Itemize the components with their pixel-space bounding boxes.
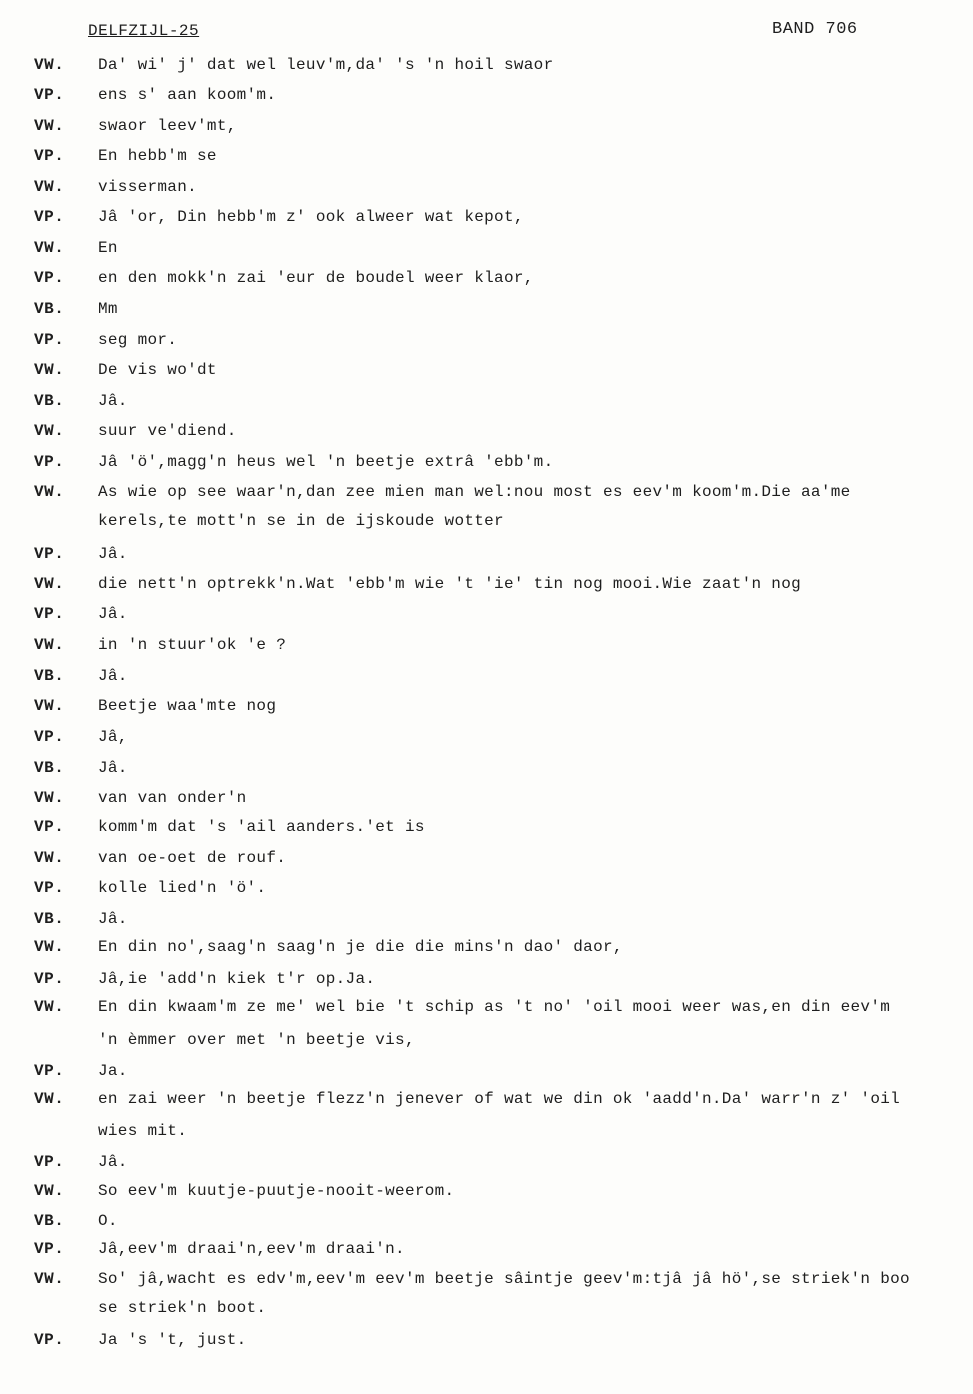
utterance-text: Jâ. <box>98 605 128 623</box>
utterance-text: Jâ,ie 'add'n kiek t'r op.Ja. <box>98 970 376 988</box>
speaker-code: VW. <box>34 849 65 867</box>
transcript-line <box>0 636 973 664</box>
transcript-line <box>0 239 973 267</box>
utterance-text: swaor leev'mt, <box>98 117 237 135</box>
utterance-text: komm'm dat 's 'ail aanders.'et is <box>98 818 425 836</box>
transcript-line <box>0 1270 973 1298</box>
utterance-text: van oe-oet de rouf. <box>98 849 287 867</box>
utterance-text: en den mokk'n zai 'eur de boudel weer klaor, <box>98 269 534 287</box>
utterance-text: wies mit. <box>98 1122 188 1140</box>
utterance-text: Jâ. <box>98 910 128 928</box>
speaker-code: VB. <box>34 667 65 685</box>
utterance-text: 'n èmmer over met 'n beetje vis, <box>98 1031 415 1049</box>
utterance-text: En <box>98 239 118 257</box>
transcript-line <box>0 361 973 389</box>
utterance-text: Jâ,eev'm draai'n,eev'm draai'n. <box>98 1240 405 1258</box>
speaker-code: VP. <box>34 147 65 165</box>
transcript-line <box>0 512 973 540</box>
speaker-code: VW. <box>34 1090 65 1108</box>
utterance-text: van van onder'n <box>98 789 247 807</box>
speaker-code: VP. <box>34 331 65 349</box>
transcript-line <box>0 117 973 145</box>
transcript-line <box>0 300 973 328</box>
transcript-line <box>0 879 973 907</box>
utterance-text: As wie op see waar'n,dan zee mien man wel:nou most es eev'm koom'm.Die aa'me <box>98 483 851 501</box>
transcript-line <box>0 331 973 359</box>
transcript-line <box>0 1331 973 1359</box>
utterance-text: En hebb'm se <box>98 147 217 165</box>
utterance-text: Ja. <box>98 1062 128 1080</box>
transcript-line <box>0 56 973 84</box>
tape-number: BAND 706 <box>772 20 858 39</box>
utterance-text: So' jâ,wacht es edv'm,eev'm eev'm beetje sâintje geev'm:tjâ jâ hö',se striek'n boo <box>98 1270 910 1288</box>
utterance-text: Jâ. <box>98 667 128 685</box>
transcript-line <box>0 849 973 877</box>
transcript-line <box>0 1031 973 1059</box>
utterance-text: in 'n stuur'ok 'e ? <box>98 636 287 654</box>
speaker-code: VW. <box>34 938 65 956</box>
transcript-line <box>0 1299 973 1327</box>
utterance-text: Jâ 'ö',magg'n heus wel 'n beetje extrâ 'ebb'm. <box>98 453 554 471</box>
speaker-code: VW. <box>34 483 65 501</box>
speaker-code: VP. <box>34 1062 65 1080</box>
speaker-code: VW. <box>34 178 65 196</box>
utterance-text: suur ve'diend. <box>98 422 237 440</box>
utterance-text: seg mor. <box>98 331 178 349</box>
utterance-text: Jâ. <box>98 392 128 410</box>
utterance-text: Ja 's 't, just. <box>98 1331 247 1349</box>
speaker-code: VW. <box>34 575 65 593</box>
transcript-line <box>0 147 973 175</box>
transcript-line <box>0 1090 973 1118</box>
transcript-line <box>0 1122 973 1150</box>
transcript-line <box>0 269 973 297</box>
utterance-text: die nett'n optrekk'n.Wat 'ebb'm wie 't 'ie' tin nog mooi.Wie zaat'n nog <box>98 575 802 593</box>
transcript-line <box>0 1240 973 1268</box>
transcript-line <box>0 178 973 206</box>
transcript-line <box>0 86 973 114</box>
utterance-text: So eev'm kuutje-puutje-nooit-weerom. <box>98 1182 455 1200</box>
speaker-code: VW. <box>34 239 65 257</box>
speaker-code: VB. <box>34 392 65 410</box>
speaker-code: VW. <box>34 422 65 440</box>
transcript-line <box>0 998 973 1026</box>
speaker-code: VW. <box>34 361 65 379</box>
utterance-text: Jâ. <box>98 1153 128 1171</box>
transcript-line <box>0 575 973 603</box>
utterance-text: Da' wi' j' dat wel leuv'm,da' 's 'n hoil swaor <box>98 56 554 74</box>
speaker-code: VW. <box>34 697 65 715</box>
speaker-code: VW. <box>34 1182 65 1200</box>
utterance-text: De vis wo'dt <box>98 361 217 379</box>
utterance-text: En din kwaam'm ze me' wel bie 't schip as 't no' 'oil mooi weer was,en din eev'm <box>98 998 891 1016</box>
utterance-text: ens s' aan koom'm. <box>98 86 277 104</box>
speaker-code: VP. <box>34 208 65 226</box>
speaker-code: VB. <box>34 910 65 928</box>
utterance-text: Beetje waa'mte nog <box>98 697 277 715</box>
utterance-text: Jâ. <box>98 759 128 777</box>
transcript-line <box>0 728 973 756</box>
utterance-text: Jâ 'or, Din hebb'm z' ook alweer wat kepot, <box>98 208 524 226</box>
speaker-code: VP. <box>34 605 65 623</box>
utterance-text: En din no',saag'n saag'n je die die mins'n dao' daor, <box>98 938 623 956</box>
document-id: DELFZIJL-25 <box>88 22 200 40</box>
transcript-line <box>0 1153 973 1181</box>
transcript-line <box>0 392 973 420</box>
speaker-code: VP. <box>34 86 65 104</box>
transcript-line <box>0 759 973 787</box>
utterance-text: kolle lied'n 'ö'. <box>98 879 267 897</box>
transcript-line <box>0 545 973 573</box>
utterance-text: visserman. <box>98 178 198 196</box>
speaker-code: VP. <box>34 818 65 836</box>
speaker-code: VP. <box>34 545 65 563</box>
utterance-text: O. <box>98 1212 118 1230</box>
transcript-line <box>0 667 973 695</box>
transcript-line <box>0 1212 973 1240</box>
transcript-line <box>0 1062 973 1090</box>
speaker-code: VP. <box>34 1331 65 1349</box>
utterance-text: kerels,te mott'n se in de ijskoude wotter <box>98 512 504 530</box>
speaker-code: VB. <box>34 759 65 777</box>
utterance-text: Mm <box>98 300 118 318</box>
transcript-line <box>0 818 973 846</box>
speaker-code: VP. <box>34 453 65 471</box>
transcript-line <box>0 938 973 966</box>
speaker-code: VW. <box>34 117 65 135</box>
speaker-code: VW. <box>34 56 65 74</box>
transcript-line <box>0 789 973 817</box>
speaker-code: VP. <box>34 728 65 746</box>
utterance-text: en zai weer 'n beetje flezz'n jenever of wat we din ok 'aadd'n.Da' warr'n z' 'oil <box>98 1090 901 1108</box>
transcript-line <box>0 910 973 938</box>
transcript-line <box>0 483 973 511</box>
utterance-text: Jâ, <box>98 728 128 746</box>
speaker-code: VW. <box>34 998 65 1016</box>
speaker-code: VP. <box>34 970 65 988</box>
speaker-code: VB. <box>34 1212 65 1230</box>
utterance-text: Jâ. <box>98 545 128 563</box>
transcript-line <box>0 422 973 450</box>
transcript-line <box>0 208 973 236</box>
transcript-line <box>0 1182 973 1210</box>
speaker-code: VP. <box>34 1153 65 1171</box>
transcript-line <box>0 697 973 725</box>
transcript-line <box>0 453 973 481</box>
transcript-line <box>0 970 973 998</box>
transcript-line <box>0 605 973 633</box>
utterance-text: se striek'n boot. <box>98 1299 267 1317</box>
speaker-code: VW. <box>34 1270 65 1288</box>
speaker-code: VB. <box>34 300 65 318</box>
speaker-code: VP. <box>34 879 65 897</box>
speaker-code: VP. <box>34 1240 65 1258</box>
speaker-code: VW. <box>34 636 65 654</box>
speaker-code: VP. <box>34 269 65 287</box>
speaker-code: VW. <box>34 789 65 807</box>
